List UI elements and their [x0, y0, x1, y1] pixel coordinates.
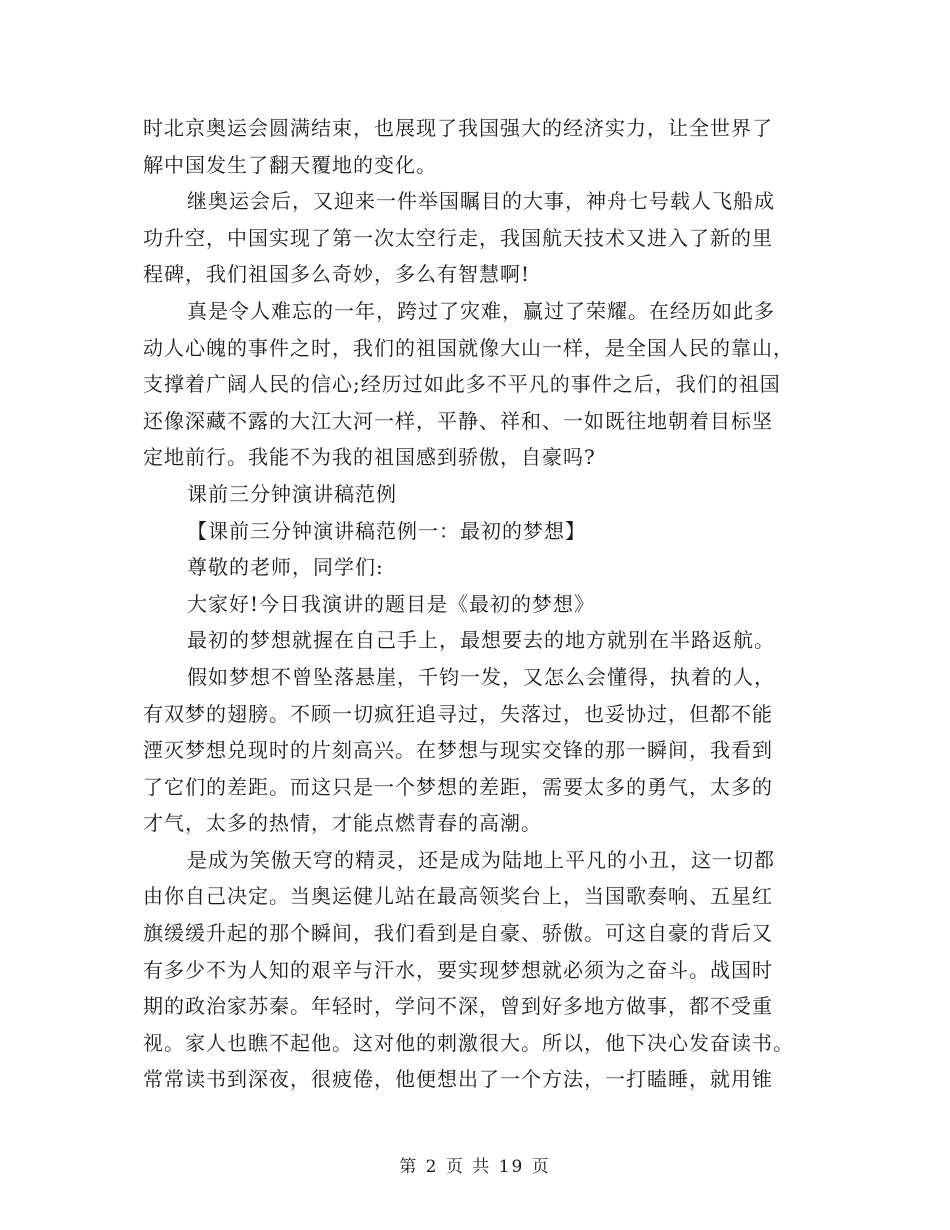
text-line: 假如梦想不曾坠落悬崖，千钧一发，又怎么会懂得，执着的人， [187, 664, 775, 689]
text-line: 由你自己决定。当奥运健儿站在最高领奖台上，当国歌奏响、五星红 [143, 884, 773, 909]
text-line: 最初的梦想就握在自己手上，最想要去的地方就别在半路返航。 [187, 628, 775, 653]
text-line: 尊敬的老师，同学们: [187, 555, 384, 580]
text-line: 才气，太多的热情，才能点燃青春的高潮。 [143, 811, 542, 836]
text-line: 程碑，我们祖国多么奇妙，多么有智慧啊! [143, 262, 531, 287]
text-line: 课前三分钟演讲稿范例 [187, 481, 397, 506]
text-line: 视。家人也瞧不起他。这对他的刺激很大。所以，他下决心发奋读书。 [143, 1030, 794, 1055]
text-line: 支撑着广阔人民的信心;经历过如此多不平凡的事件之后，我们的祖国 [143, 372, 781, 397]
text-line: 有多少不为人知的艰辛与汗水，要实现梦想就必须为之奋斗。战国时 [143, 957, 773, 982]
text-line: 【课前三分钟演讲稿范例一：最初的梦想】 [187, 518, 586, 543]
text-line: 继奥运会后，又迎来一件举国瞩目的大事，神舟七号载人飞船成 [187, 189, 775, 214]
text-line: 有双梦的翅膀。不顾一切疯狂追寻过，失落过，也妥协过，但都不能 [143, 701, 773, 726]
text-line: 时北京奥运会圆满结束，也展现了我国强大的经济实力，让全世界了 [143, 116, 773, 140]
text-line: 旗缓缓升起的那个瞬间，我们看到是自豪、骄傲。可这自豪的背后又 [143, 921, 773, 946]
text-line: 动人心魄的事件之时，我们的祖国就像大山一样，是全国人民的靠山， [143, 335, 794, 360]
text-line: 真是令人难忘的一年，跨过了灾难，赢过了荣耀。在经历如此多 [187, 298, 775, 323]
text-line: 还像深藏不露的大江大河一样，平静、祥和、一如既往地朝着目标坚 [143, 408, 773, 433]
body-text [143, 110, 803, 1098]
text-line: 定地前行。我能不为我的祖国感到骄傲，自豪吗? [143, 445, 596, 470]
text-line: 功升空，中国实现了第一次太空行走，我国航天技术又进入了新的里 [143, 225, 773, 250]
page-footer: 第 2 页 共 19 页 [399, 1157, 551, 1177]
text-line: 大家好!今日我演讲的题目是《最初的梦想》 [187, 591, 596, 616]
text-line: 期的政治家苏秦。年轻时，学问不深，曾到好多地方做事，都不受重 [143, 994, 773, 1019]
text-line: 解中国发生了翻天覆地的变化。 [143, 152, 437, 177]
text-line: 是成为笑傲天穹的精灵，还是成为陆地上平凡的小丑，这一切都 [187, 847, 775, 872]
text-line: 湮灭梦想兑现时的片刻高兴。在梦想与现实交锋的那一瞬间，我看到 [143, 738, 773, 763]
text-line: 常常读书到深夜，很疲倦，他便想出了一个方法，一打瞌睡，就用锥 [143, 1067, 773, 1092]
text-line: 了它们的差距。而这只是一个梦想的差距，需要太多的勇气，太多的 [143, 774, 773, 799]
